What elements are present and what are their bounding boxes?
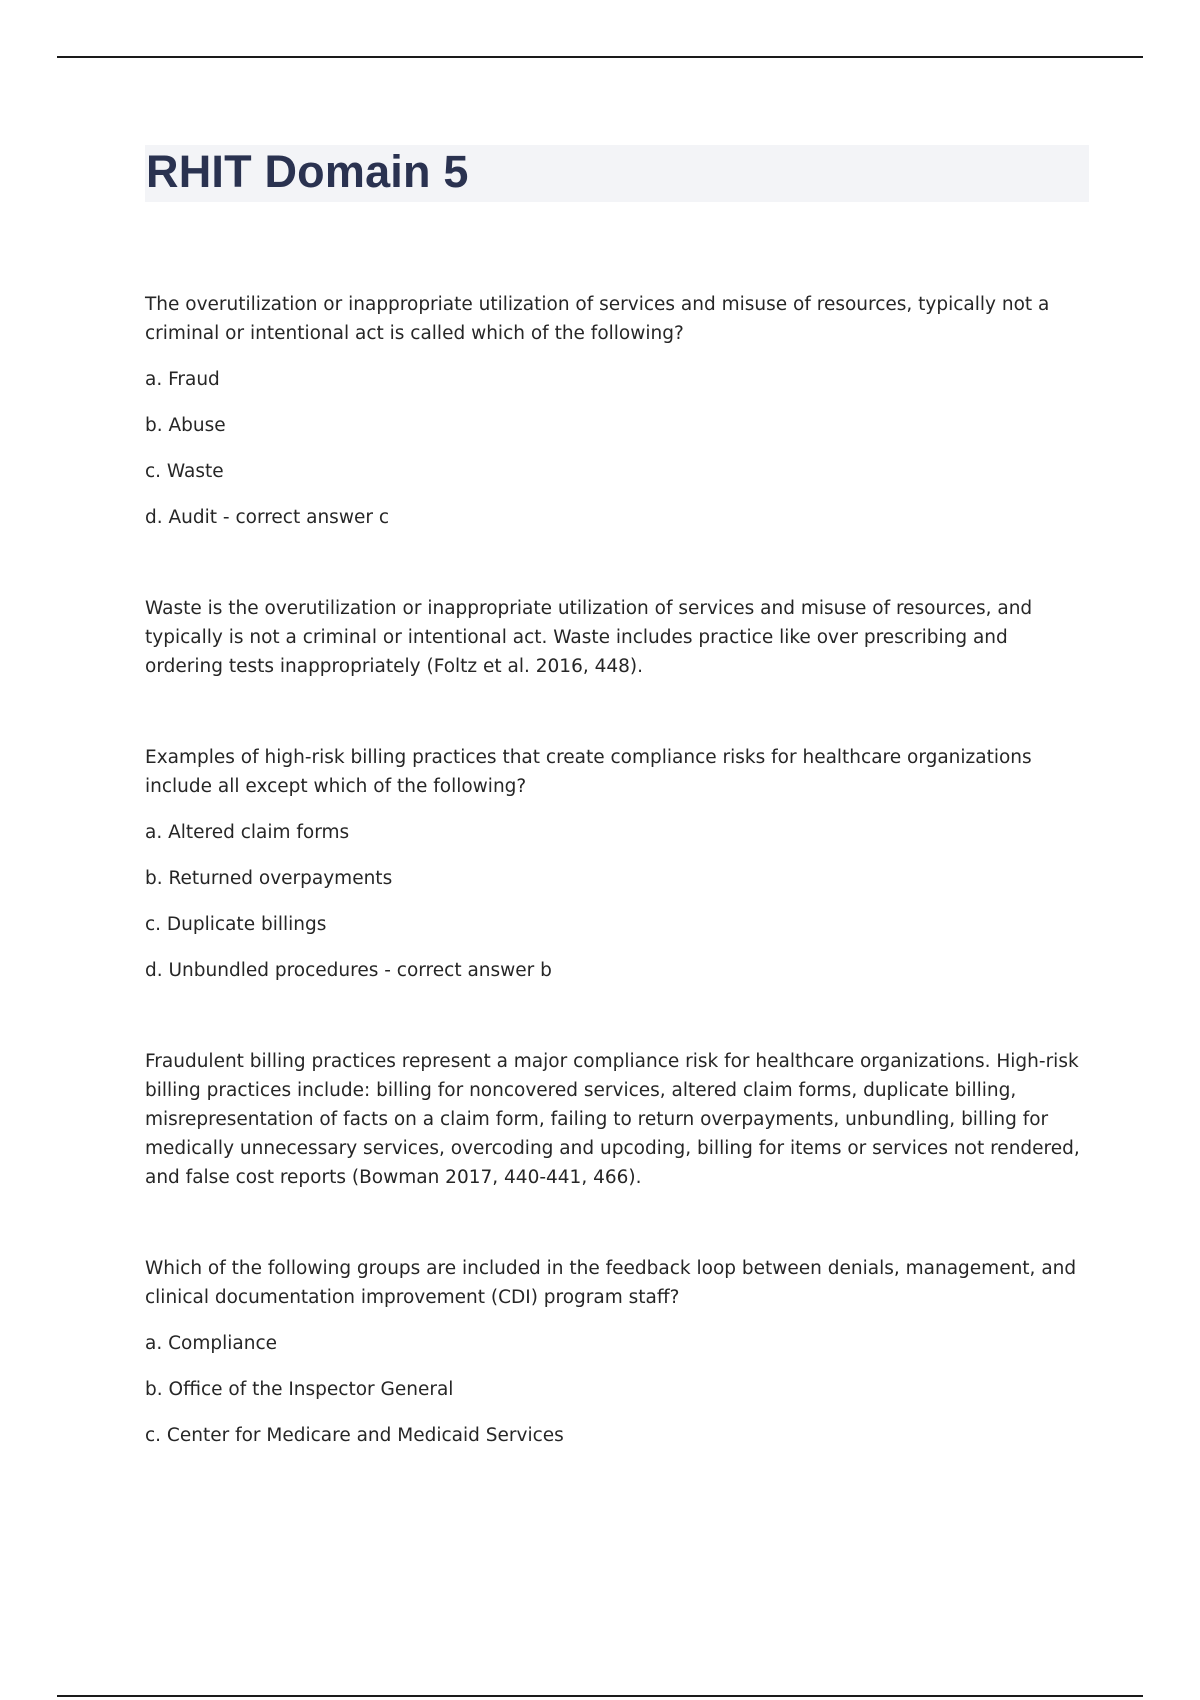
explanation-text: Waste is the overutilization or inappropriate utilization of services and misuse of resources, and typically is not a criminal or intentional act. Waste includes practice like over prescribing and ordering tests inappropriately (Foltz et al. 2016, 448). bbox=[145, 598, 1033, 677]
answer-option-d: d. Unbundled procedures - correct answer b bbox=[145, 960, 552, 981]
top-rule bbox=[57, 56, 1143, 58]
answer-option-c: c. Duplicate billings bbox=[145, 914, 327, 935]
question-text: Examples of high-risk billing practices that create compliance risks for healthcare organizations include all except which of the following? bbox=[145, 747, 1032, 797]
explanation-text: Fraudulent billing practices represent a major compliance risk for healthcare organizations. High-risk billing practices include: billing for noncovered services, altered claim forms, duplicate billing, misrepresentation of facts on a claim form, failing to return overpayments, unbundling, billing for medically unnecessary services, overcoding and upcoding, billing for items or services not rendered, and false cost reports (Bowman 2017, 440-441, 466). bbox=[145, 1051, 1080, 1188]
qa-item-1 bbox=[145, 290, 1090, 532]
answer-option-c: c. Waste bbox=[145, 461, 224, 482]
document-title: RHIT Domain 5 bbox=[146, 146, 469, 197]
answer-option-b: b. Abuse bbox=[145, 415, 226, 436]
qa-item-3 bbox=[145, 1254, 1090, 1450]
qa-item-2 bbox=[145, 743, 1090, 985]
spacer bbox=[145, 1192, 1090, 1254]
spacer bbox=[145, 985, 1090, 1047]
answer-option-c: c. Center for Medicare and Medicaid Services bbox=[145, 1425, 564, 1446]
answer-option-a: a. Compliance bbox=[145, 1333, 277, 1354]
question-text: The overutilization or inappropriate utilization of services and misuse of resources, typically not a criminal or intentional act is called which of the following? bbox=[145, 294, 1050, 344]
answer-option-b: b. Returned overpayments bbox=[145, 868, 393, 889]
answer-option-b: b. Office of the Inspector General bbox=[145, 1379, 454, 1400]
answer-option-a: a. Altered claim forms bbox=[145, 822, 350, 843]
spacer bbox=[145, 681, 1090, 743]
question-text: Which of the following groups are included in the feedback loop between denials, management, and clinical documentation improvement (CDI) program staff? bbox=[145, 1258, 1077, 1308]
document-body bbox=[145, 290, 1090, 1450]
spacer bbox=[145, 532, 1090, 594]
bottom-rule bbox=[57, 1695, 1143, 1697]
answer-option-d: d. Audit - correct answer c bbox=[145, 507, 389, 528]
answer-option-a: a. Fraud bbox=[145, 369, 220, 390]
